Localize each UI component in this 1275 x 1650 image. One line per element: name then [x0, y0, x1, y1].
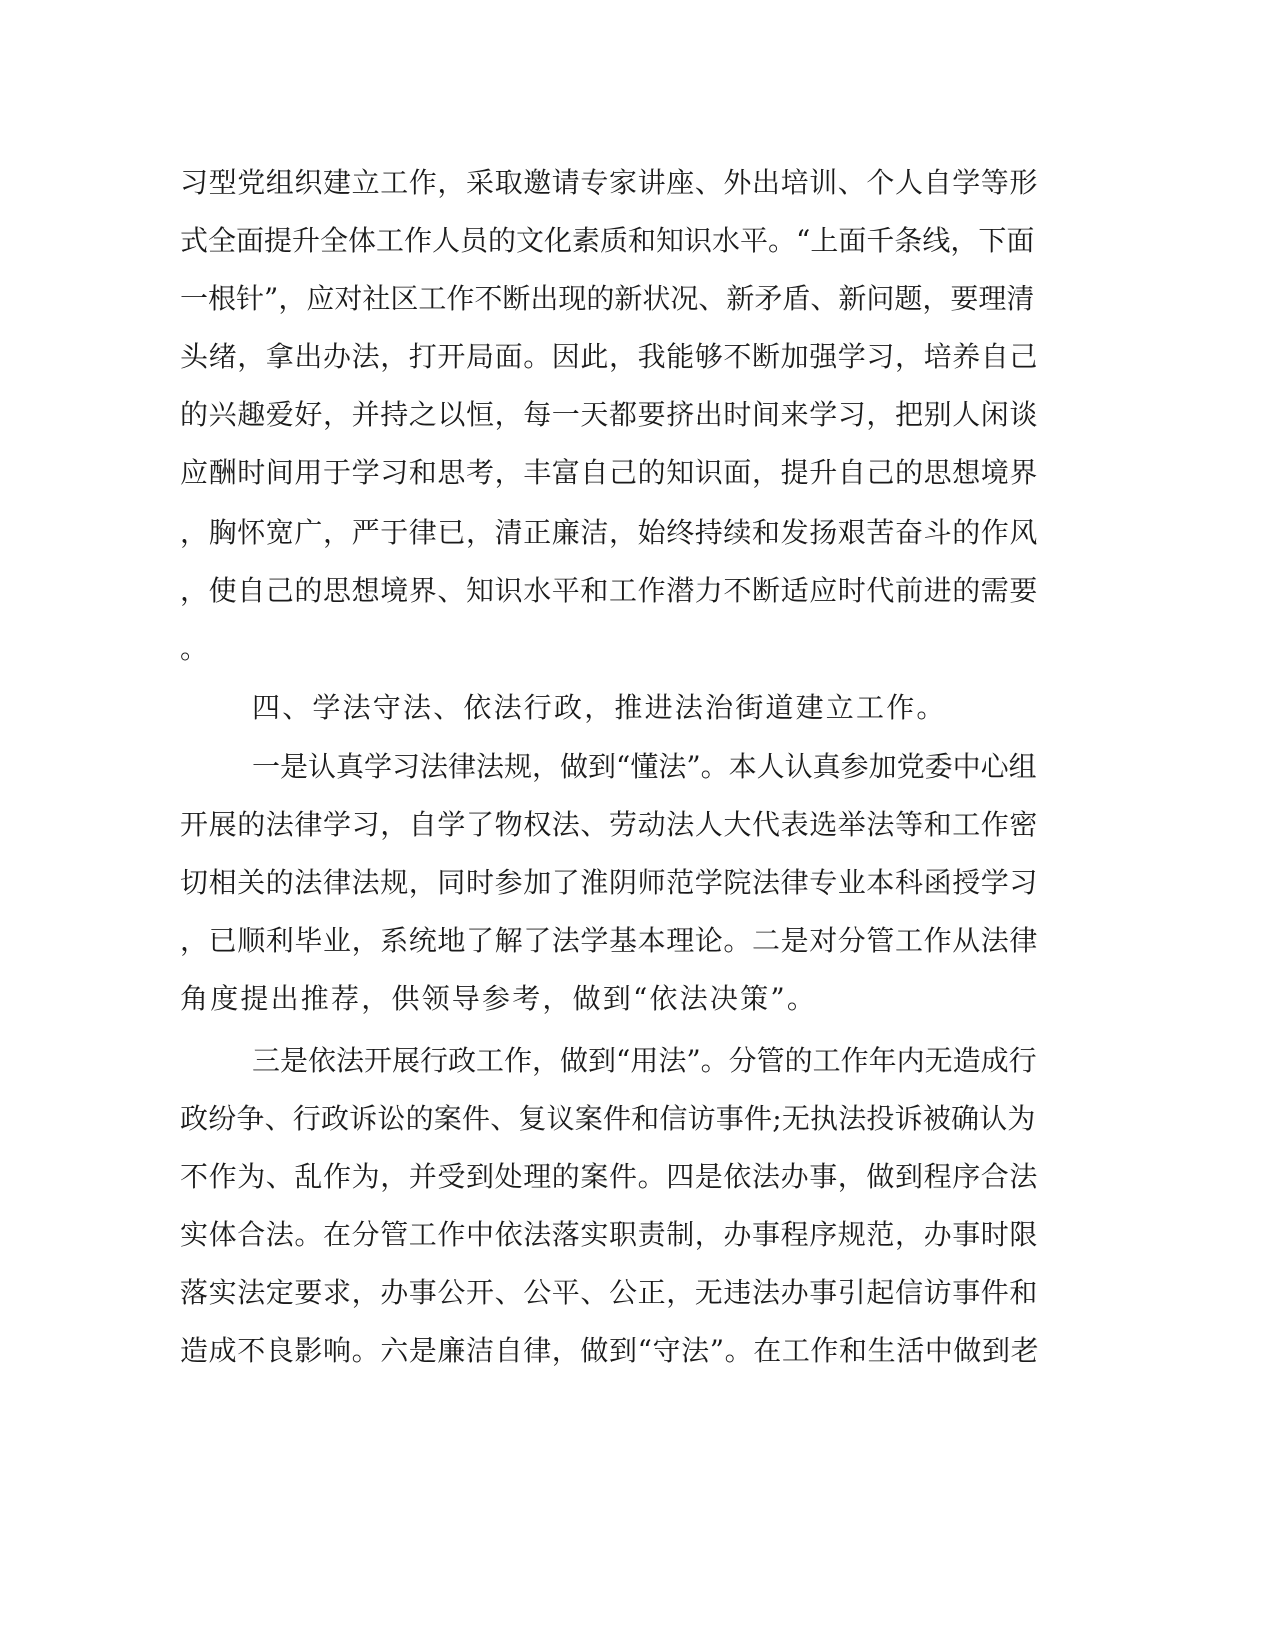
- text-line: ，胸怀宽广，严于律已，清正廉洁，始终持续和发扬艰苦奋斗的作风: [180, 516, 1039, 549]
- text-line: ，已顺利毕业，系统地了解了法学基本理论。二是对分管工作从法律: [180, 924, 1039, 957]
- text-line: 不作为、乱作为，并受到处理的案件。四是依法办事，做到程序合法: [180, 1160, 1039, 1193]
- text-line: 造成不良影响。六是廉洁自律，做到“守法”。在工作和生活中做到老: [180, 1334, 1040, 1367]
- text-line: 头绪，拿出办法，打开局面。因此，我能够不断加强学习，培养自己: [180, 340, 1039, 373]
- text-line: 一是认真学习法律法规，做到“懂法”。本人认真参加党委中心组: [252, 750, 1037, 783]
- section-heading: 四、学法守法、依法行政，推进法治街道建立工作。: [252, 691, 947, 724]
- text-line: 切相关的法律法规，同时参加了淮阴师范学院法律专业本科函授学习: [180, 866, 1039, 899]
- text-line: 式全面提升全体工作人员的文化素质和知识水平。“上面千条线，下面: [180, 224, 1035, 257]
- text-line: 落实法定要求，办事公开、公平、公正，无违法办事引起信访事件和: [180, 1276, 1039, 1309]
- text-line: 。: [180, 632, 211, 665]
- text-line: 实体合法。在分管工作中依法落实职责制，办事程序规范，办事时限: [180, 1218, 1039, 1251]
- text-line: ，使自己的思想境界、知识水平和工作潜力不断适应时代前进的需要: [180, 574, 1039, 607]
- text-line: 角度提出推荐，供领导参考，做到“依法决策”。: [180, 982, 818, 1015]
- text-line: 应酬时间用于学习和思考，丰富自己的知识面，提升自己的思想境界: [180, 456, 1039, 489]
- text-line: 三是依法开展行政工作，做到“用法”。分管的工作年内无造成行: [252, 1044, 1037, 1077]
- text-line: 一根针”，应对社区工作不断出现的新状况、新矛盾、新问题，要理清: [180, 282, 1035, 315]
- text-line: 习型党组织建立工作，采取邀请专家讲座、外出培训、个人自学等形: [180, 166, 1039, 199]
- text-line: 开展的法律学习，自学了物权法、劳动法人大代表选举法等和工作密: [180, 808, 1039, 841]
- text-line: 的兴趣爱好，并持之以恒，每一天都要挤出时间来学习，把别人闲谈: [180, 398, 1039, 431]
- text-line: 政纷争、行政诉讼的案件、复议案件和信访事件;无执法投诉被确认为: [180, 1102, 1036, 1135]
